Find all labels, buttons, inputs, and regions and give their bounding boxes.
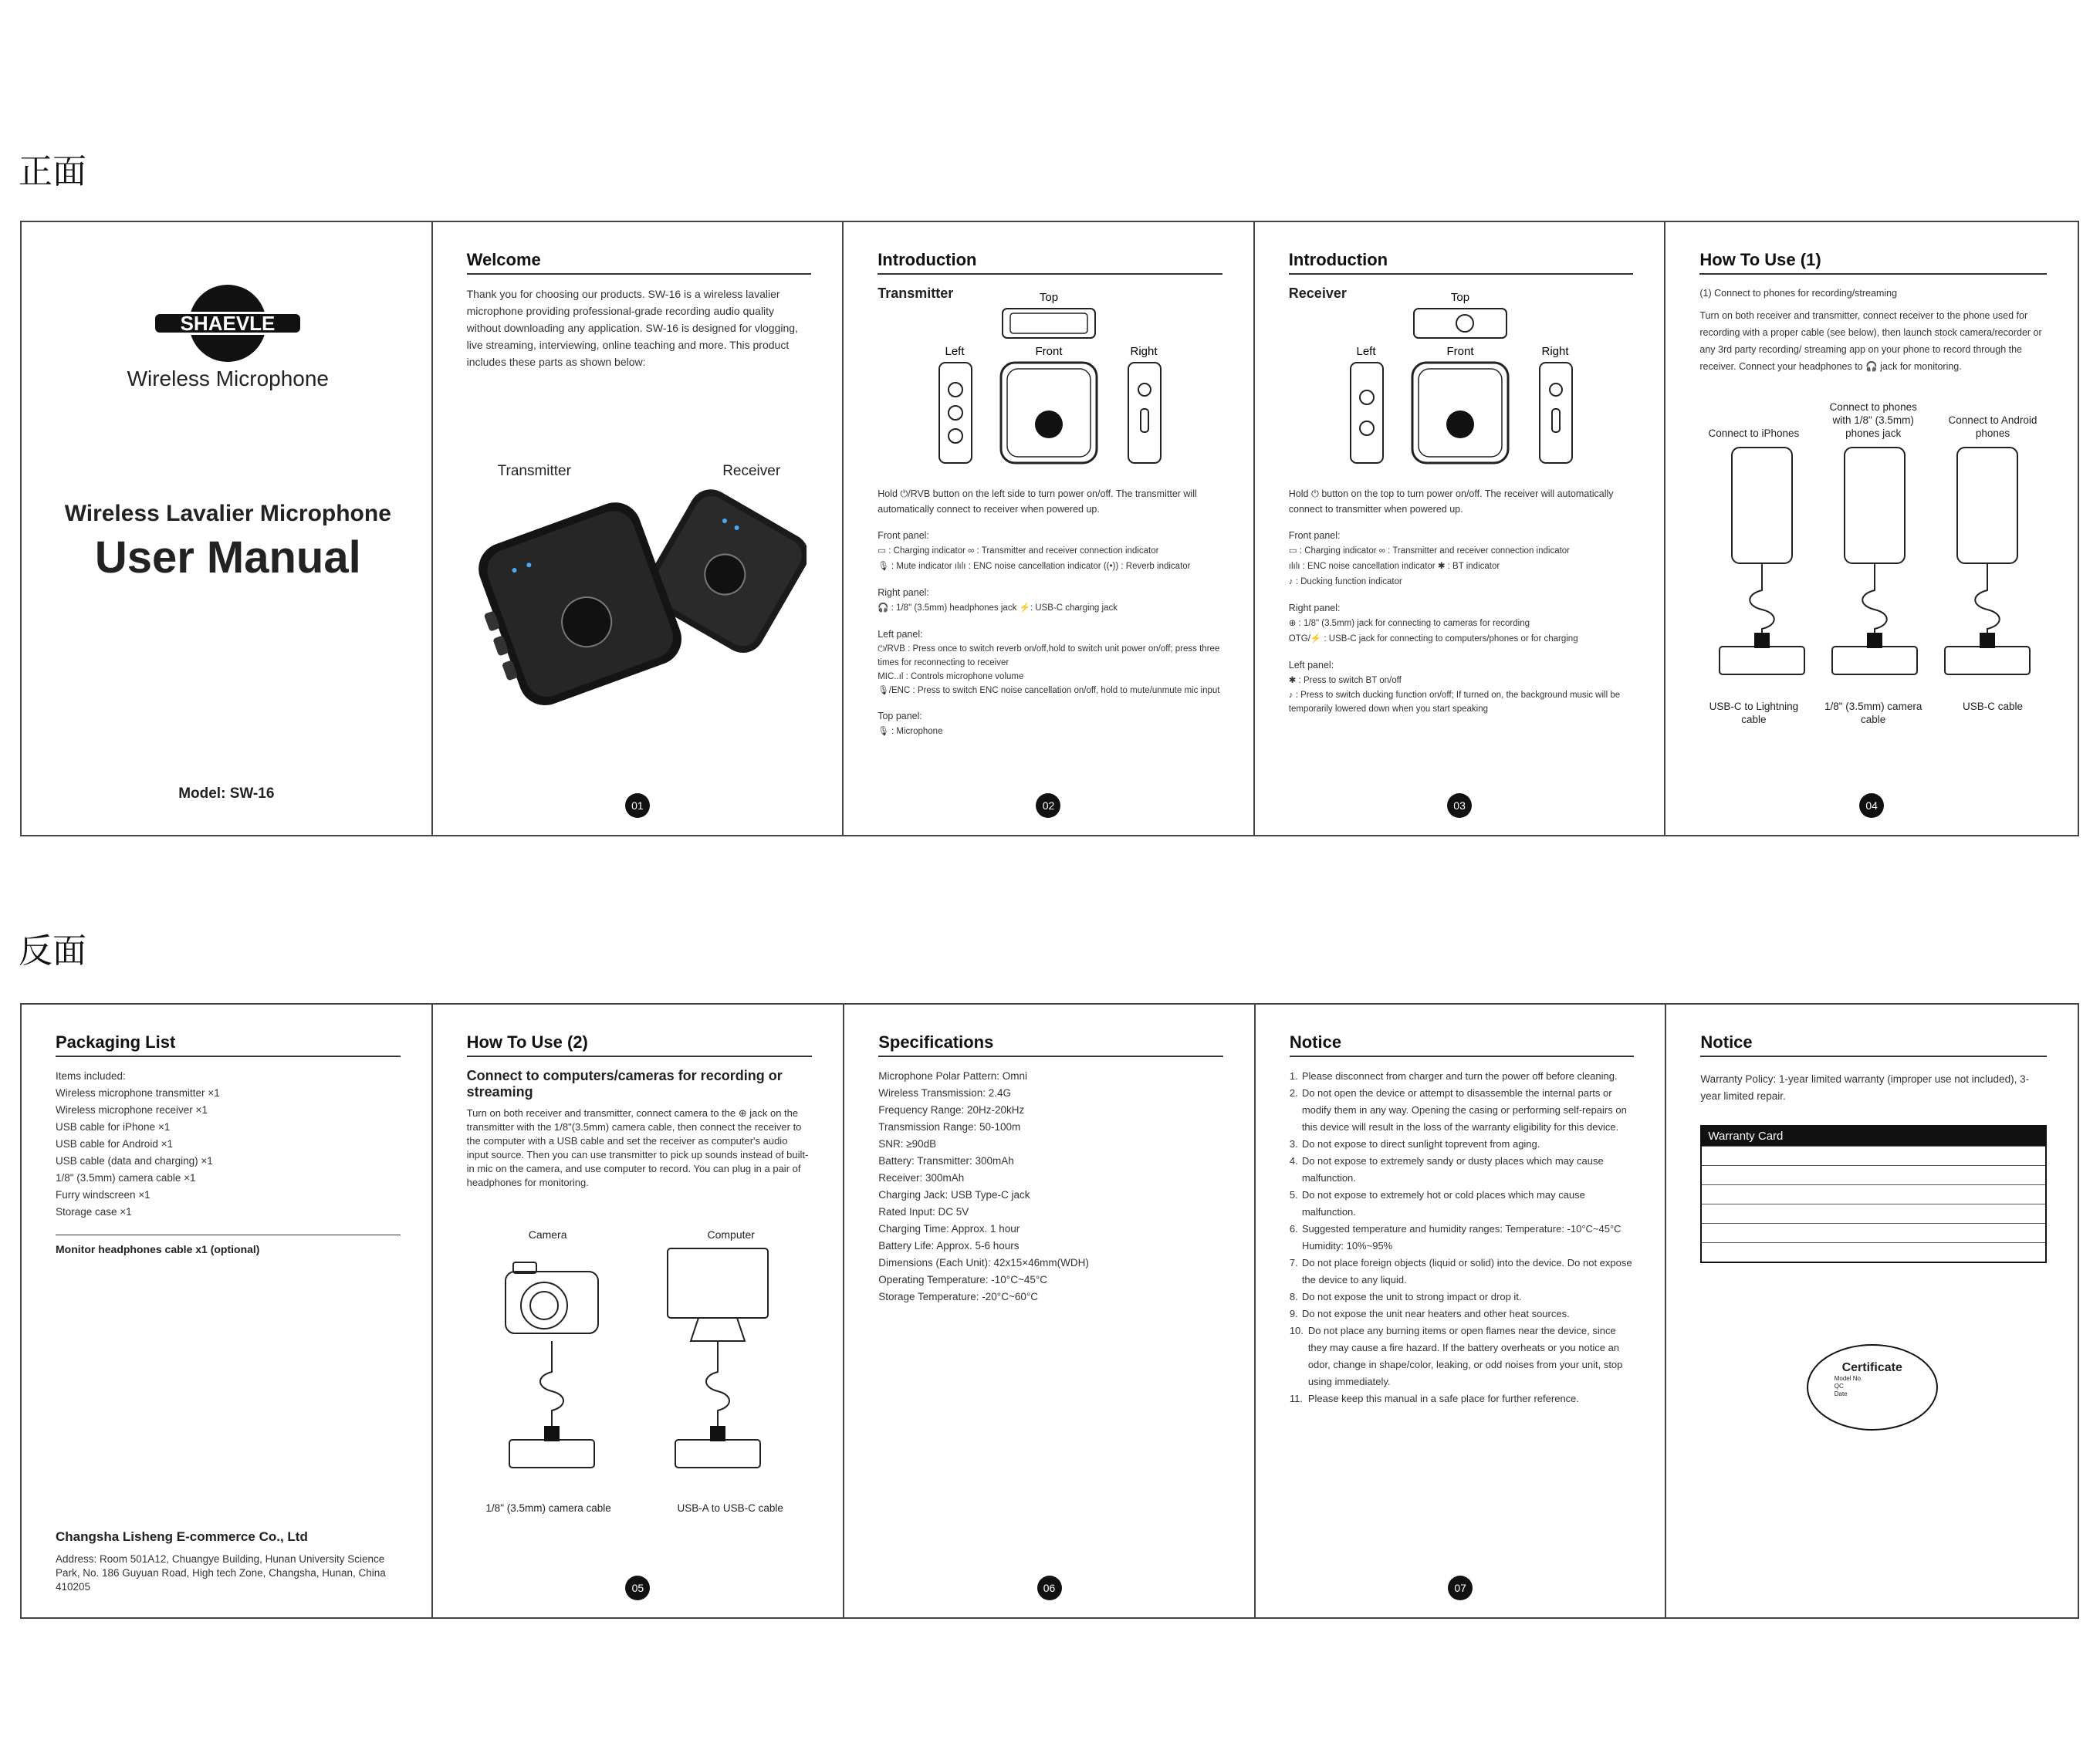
spec-item: Frequency Range: 20Hz-20kHz [878,1104,1025,1116]
how-to-use-1-panel [1665,222,2078,835]
page-number: 02 [1036,793,1060,818]
right-panel-item: OTG/⚡ : USB-C jack for connecting to computers/phones or for charging [1288,634,1578,644]
spec-item: Charging Time: Approx. 1 hour [878,1223,1020,1235]
page-number: 04 [1859,793,1884,818]
packing-item: USB cable for iPhone ×1 [56,1121,171,1133]
right-panel-label: Right panel: [1288,603,1341,613]
use2-body: Turn on both receiver and transmitter, connect camera to the ⊕ jack on the transmitter with the 1/8"(3.5mm) camera cable, then connect the receiver to the computer with a USB cable and set the receiver as computer's audio input source. Then you can use transmitter to pick up sounds instead of built-in mic on the camera, and use computer to record. You can plug in a pair of headphones for monitoring. [466,1107,809,1188]
packing-item: Furry windscreen ×1 [56,1189,150,1201]
front-panel-label: Front panel: [1288,530,1341,541]
left-panel-item: 🎙/ENC : Press to switch ENC noise cancellation on/off, hold to mute/unmute mic input [878,686,1220,695]
notice-item: 4. Do not expose to extremely sandy or dusty places which may cause malfunction. [1289,1155,1604,1184]
phone-connection-diagram [1699,440,2047,698]
right-view-label: Right [1130,345,1158,358]
computer-camera-diagram [467,1241,813,1499]
page-number: 01 [625,793,650,818]
transmitter-label: Transmitter [497,463,571,479]
right-panel-item: 🎧 : 1/8" (3.5mm) headphones jack ⚡: USB-C charging jack [878,603,1118,613]
notice-item: 7. Do not place foreign objects (liquid or solid) into the device. Do not expose the device to any liquid. [1289,1257,1632,1285]
back-sheet [20,1003,2079,1619]
cover-title-line1: Wireless Lavalier Microphone [64,501,391,526]
packing-item: Wireless microphone receiver ×1 [56,1104,208,1116]
notice-item: 2. Do not open the device or attempt to disassemble the internal parts or modify them in any way. Opening the casing or performing self-repairs on this device will result in the loss of the warranty eligibility for this device. [1289,1087,1627,1133]
warranty-card [1700,1125,2047,1263]
intro-sub: Receiver [1288,285,1347,301]
notice-item: 11. Please keep this manual in a safe place for further reference. [1289,1393,1580,1404]
spec-item: Rated Input: DC 5V [878,1206,969,1218]
front-side-label: 正面 [19,152,86,191]
receiver-hold-text: Hold ⏻ button on the top to turn power on/off. The receiver will automatically connect to transmitter when powered up. [1288,488,1614,515]
right-panel-item: ⊕ : 1/8" (3.5mm) jack for connecting to cameras for recording [1288,619,1530,628]
spec-item: Storage Temperature: -20°C~60°C [878,1291,1038,1302]
brand-logo [56,281,401,370]
notice-item: 8. Do not expose the unit to strong impact or drop it. [1289,1291,1522,1302]
spec-item: Receiver: 300mAh [878,1172,965,1184]
notice-item: 6. Suggested temperature and humidity ranges: Temperature: -10°C~45°C Humidity: 10%~95% [1289,1223,1621,1252]
notice-item: 1. Please disconnect from charger and turn the power off before cleaning. [1289,1070,1618,1082]
notice-heading: Notice [1290,1032,1635,1057]
intro-heading: Introduction [1289,250,1634,275]
computer-label: Computer [707,1228,755,1241]
left-panel-label: Left panel: [1288,660,1334,671]
left-panel-item: MIC..ıl : Controls microphone volume [878,672,1024,681]
intro-transmitter-panel [844,222,1255,835]
top-panel-label: Top panel: [878,711,922,721]
front-panel-item: ▭ : Charging indicator ∞ : Transmitter and receiver connection indicator [878,546,1159,556]
intro-receiver-panel [1255,222,1666,835]
spec-item: SNR: ≥90dB [878,1138,937,1150]
right-panel-label: Right panel: [878,587,929,598]
spec-item: Dimensions (Each Unit): 42x15×46mm(WDH) [878,1257,1089,1269]
cover-title-line2: User Manual [94,532,361,583]
page-number: 07 [1448,1576,1473,1600]
front-view-label: Front [1446,345,1474,358]
cover-subtitle: Wireless Microphone [127,367,329,390]
notice-item: 9. Do not expose the unit near heaters and other heat sources. [1289,1308,1570,1319]
certificate-seal [1807,1344,1938,1431]
packing-item: Wireless microphone transmitter ×1 [56,1087,220,1099]
packing-item: 1/8" (3.5mm) camera cable ×1 [56,1172,196,1184]
warranty-policy: Warranty Policy: 1-year limited warranty (improper use not included), 3-year limited repair. [1700,1073,2030,1102]
spec-item: Operating Temperature: -10°C~45°C [878,1274,1047,1285]
how-to-use-2-panel [433,1005,845,1617]
welcome-body: Thank you for choosing our products. SW-16 is a wireless lavalier microphone providing professional-grade recording audio quality without downloading any application. SW-16 is designed for vlogging, live streaming, interviewing, online teaching and more. This product includes these parts as shown below: [466,288,798,368]
phone-top-label: Connect to phones with 1/8" (3.5mm) phones jack [1829,401,1917,439]
company-address: Address: Room 501A12, Chuangye Building, Hunan University Science Park, No. 186 Guyuan Road, High tech Zone, Changsha, Hunan, China 410205 [56,1553,386,1593]
transmitter-diagram [878,285,1222,486]
use1-heading: How To Use (1) [1699,250,2047,275]
left-view-label: Left [945,345,965,358]
phone-top-label: Connect to iPhones [1708,427,1800,439]
page-number: 03 [1447,793,1472,818]
company-name: Changsha Lisheng E-commerce Co., Ltd [56,1529,308,1544]
intro-heading: Introduction [878,250,1222,275]
packing-item: USB cable for Android ×1 [56,1138,173,1150]
spec-item: Wireless Transmission: 2.4G [878,1087,1011,1099]
spec-item: Charging Jack: USB Type-C jack [878,1189,1030,1201]
front-panel-label: Front panel: [878,530,929,541]
front-panel-item: ▭ : Charging indicator ∞ : Transmitter and receiver connection indicator [1288,546,1571,556]
product-photo [467,488,812,715]
packing-item: Items included: [56,1070,126,1082]
front-panel-item: 🎙 : Mute indicator ılılı : ENC noise cancellation indicator ((•)) : Reverb indicator [878,562,1191,571]
receiver-label: Receiver [722,463,781,479]
certificate-field: Model No. [1834,1375,1863,1382]
welcome-panel [433,222,844,835]
phone-top-label: Connect to Android phones [1948,414,2037,439]
certificate-title: Certificate [1841,1361,1902,1374]
certificate-field: Date [1834,1390,1848,1397]
page-number: 06 [1037,1576,1062,1600]
top-view-label: Top [1450,291,1469,304]
left-panel-item: ♪ : Press to switch ducking function on/off; If turned on, the background music will be temporarily lowered down when you start speaking [1288,691,1621,714]
model-number: Model: SW-16 [178,785,275,802]
front-panel-item: ♪ : Ducking function indicator [1288,577,1402,586]
camera-label: Camera [528,1228,567,1241]
receiver-diagram [1289,285,1634,486]
notice-panel [1256,1005,1667,1617]
phone-cable-label: USB-C cable [1962,701,2023,712]
top-view-label: Top [1040,291,1059,304]
use1-step: (1) Connect to phones for recording/streaming [1699,288,1898,299]
right-view-label: Right [1541,345,1569,358]
warranty-card-title: Warranty Card [1702,1127,2045,1146]
spec-item: Battery Life: Approx. 5-6 hours [878,1240,1020,1252]
spec-item: Transmission Range: 50-100m [878,1121,1021,1133]
usb-cable-label: USB-A to USB-C cable [677,1502,783,1514]
use2-sub: Connect to computers/cameras for recording or streaming [466,1068,783,1100]
use2-heading: How To Use (2) [467,1032,813,1057]
welcome-heading: Welcome [467,250,812,275]
intro-sub: Transmitter [878,285,954,301]
phone-cable-label: 1/8" (3.5mm) camera cable [1824,701,1922,725]
phone-cable-label: USB-C to Lightning cable [1709,701,1799,725]
front-view-label: Front [1035,345,1063,358]
spec-item: Microphone Polar Pattern: Omni [878,1070,1028,1082]
notice-item: 3. Do not expose to direct sunlight toprevent from aging. [1289,1138,1540,1150]
cover-panel [22,222,433,835]
specs-heading: Specifications [878,1032,1223,1057]
spec-item: Battery: Transmitter: 300mAh [878,1155,1014,1167]
warranty-panel [1666,1005,2078,1617]
notice-item: 5. Do not expose to extremely hot or cold places which may cause malfunction. [1289,1189,1585,1218]
notice-item: 10. Do not place any burning items or open flames near the device, since they may cause a fire hazard. If the battery overheats or you notice an odor, change in shape/color, leaking, or odd noises from your unit, stop using immediately. [1289,1325,1623,1387]
transmitter-hold-text: Hold ⏻/RVB button on the left side to turn power on/off. The transmitter will automatically connect to receiver when powered up. [878,488,1197,515]
use1-body: Turn on both receiver and transmitter, connect receiver to the phone used for recording with a proper cable (see below), then launch stock camera/recorder or any 3rd party recording/ streaming app on your phone to record through the receiver. Connect your headphones to 🎧 jack for monitoring. [1699,310,2042,372]
front-sheet [20,221,2079,836]
front-panel-item: ılılı : ENC noise cancellation indicator ✱ : BT indicator [1288,562,1500,571]
packing-item: USB cable (data and charging) ×1 [56,1155,213,1167]
top-panel-item: 🎙 : Microphone [878,727,943,736]
page-number: 05 [625,1576,650,1600]
packing-heading: Packaging List [56,1032,401,1057]
packaging-list-panel [22,1005,433,1617]
packing-optional: Monitor headphones cable x1 (optional) [56,1235,401,1255]
packing-item: Storage case ×1 [56,1206,132,1218]
back-side-label: 反面 [19,931,86,971]
notice-heading: Notice [1700,1032,2047,1057]
specifications-panel [844,1005,1256,1617]
left-panel-item: ✱ : Press to switch BT on/off [1288,676,1402,685]
left-panel-label: Left panel: [878,629,923,640]
certificate-field: QC [1834,1383,1844,1390]
camera-cable-label: 1/8" (3.5mm) camera cable [485,1502,611,1514]
left-view-label: Left [1356,345,1376,358]
left-panel-item: ⏻/RVB : Press once to switch reverb on/off,hold to switch unit power on/off; press three times for reconnecting to receiver [878,644,1220,667]
brand-name: SHAEVLE [180,312,276,335]
